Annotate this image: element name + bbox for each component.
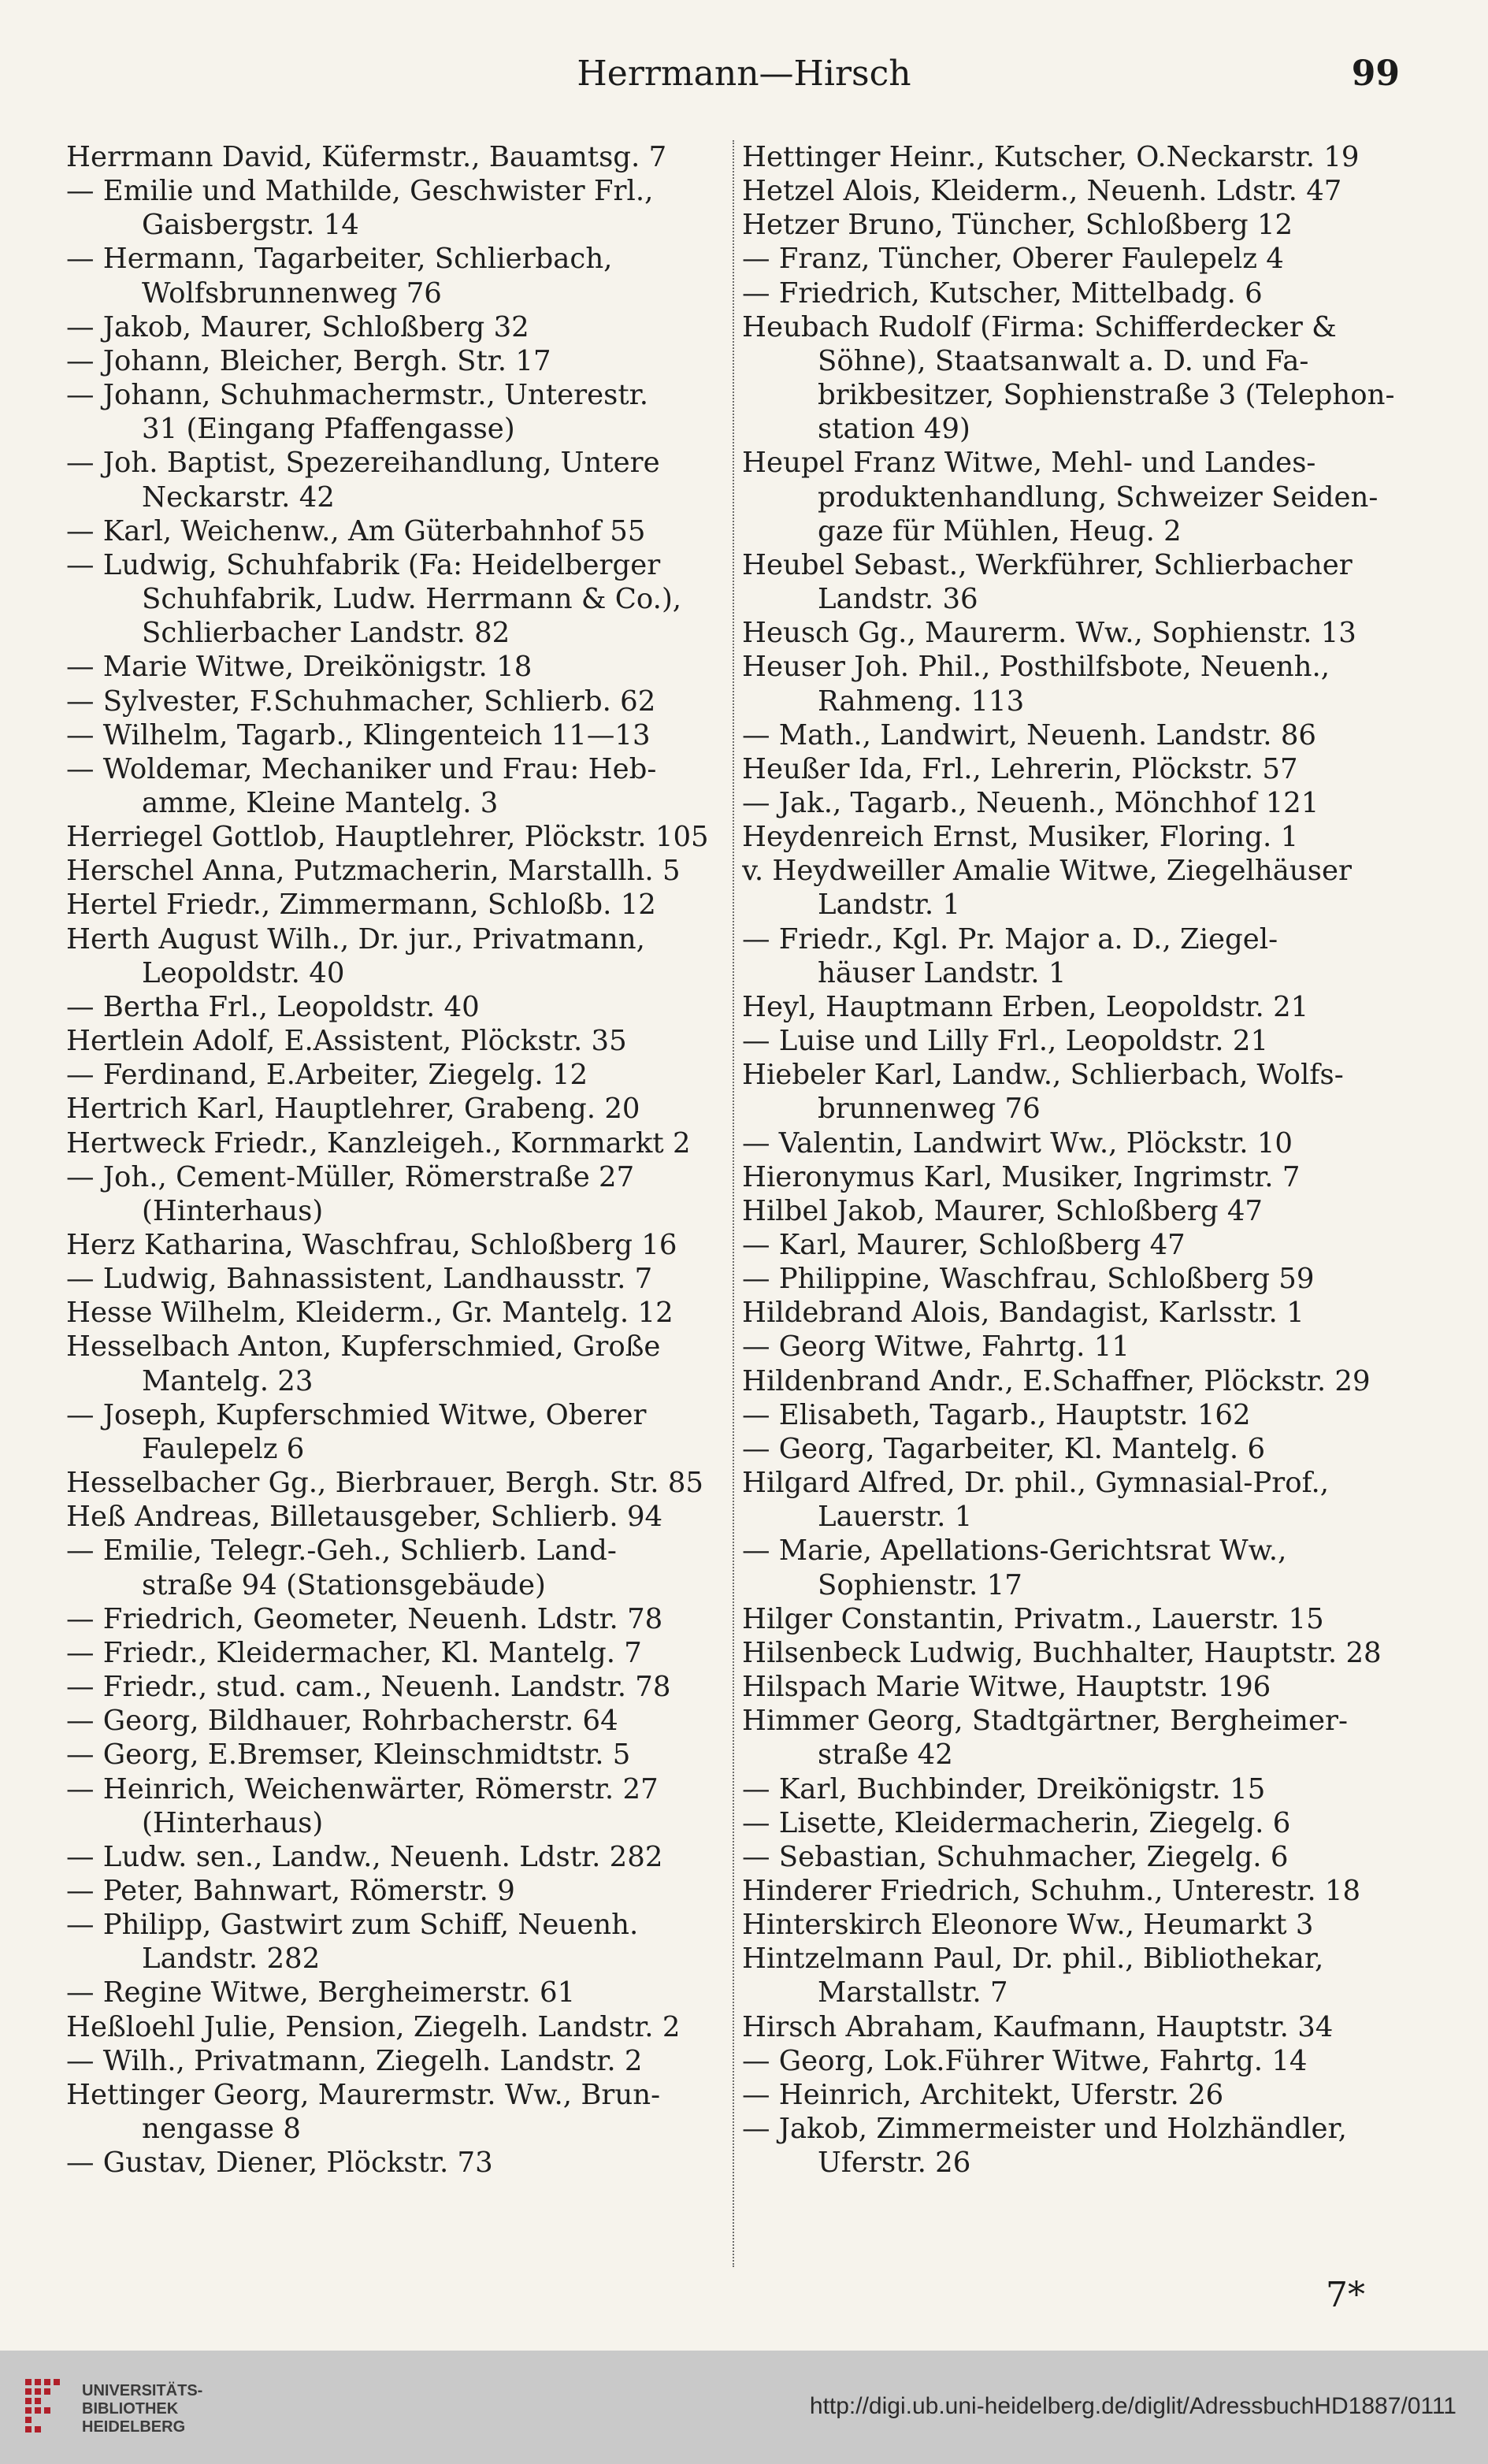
directory-line: Hildebrand Alois, Bandagist, Karlsstr. 1 [742,1297,1304,1330]
running-head: Herrmann—Hirsch [577,54,911,94]
directory-line: Hesse Wilhelm, Kleiderm., Gr. Mantelg. 12 [66,1297,673,1330]
directory-line: — Joh., Cement-Müller, Römerstraße 27 [66,1160,635,1193]
directory-line: — Luise und Lilly Frl., Leopoldstr. 21 [742,1025,1269,1058]
directory-line: — Bertha Frl., Leopoldstr. 40 [66,990,480,1023]
directory-line: Hintzelmann Paul, Dr. phil., Bibliothekar, [742,1943,1324,1976]
directory-line: Heß Andreas, Billetausgeber, Schlierb. 94 [66,1501,663,1534]
directory-line: Hinterskirch Eleonore Ww., Heumarkt 3 [742,1909,1314,1942]
directory-line: — Emilie und Mathilde, Geschwister Frl., [66,175,654,208]
directory-line: Hilsenbeck Ludwig, Buchhalter, Hauptstr. 28 [742,1636,1382,1669]
right-column [742,140,1405,2180]
directory-line: — Karl, Maurer, Schloßberg 47 [742,1229,1186,1261]
directory-line: Sophienstr. 17 [818,1568,1022,1601]
directory-line: brikbesitzer, Sophienstraße 3 (Telephon- [818,379,1395,412]
directory-line: Landstr. 36 [818,583,978,616]
directory-line: Heubel Sebast., Werkführer, Schlierbacher [742,548,1353,581]
directory-line: Rahmeng. 113 [818,685,1025,718]
directory-line: brunnenweg 76 [818,1093,1041,1126]
directory-line: — Heinrich, Architekt, Uferstr. 26 [742,2078,1224,2111]
directory-line: — Marie, Apellations-Gerichtsrat Ww., [742,1534,1287,1568]
directory-line: Hilgard Alfred, Dr. phil., Gymnasial-Prof., [742,1467,1330,1500]
directory-line: Uferstr. 26 [818,2147,971,2180]
directory-line: Heupel Franz Witwe, Mehl- und Landes- [742,447,1316,480]
column-divider [733,140,734,2267]
directory-line: — Georg, Tagarbeiter, Kl. Mantelg. 6 [742,1432,1266,1465]
left-column [66,140,729,2180]
directory-line: Hilspach Marie Witwe, Hauptstr. 196 [742,1671,1271,1704]
directory-line: Hettinger Heinr., Kutscher, O.Neckarstr. 19 [742,141,1360,173]
source-url-link[interactable]: http://digi.ub.uni-heidelberg.de/diglit/AdressbuchHD1887/0111 [809,2393,1456,2419]
directory-line: — Friedr., Kleidermacher, Kl. Mantelg. 7 [66,1636,642,1669]
directory-line: — Friedr., Kgl. Pr. Major a. D., Ziegel- [742,922,1278,956]
directory-line: — Marie Witwe, Dreikönigstr. 18 [66,651,532,684]
directory-line: Lauerstr. 1 [818,1501,973,1534]
directory-line: — Ludwig, Bahnassistent, Landhausstr. 7 [66,1263,653,1296]
directory-line: Hilbel Jakob, Maurer, Schloßberg 47 [742,1194,1263,1227]
library-name-line: UNIVERSITÄTS- [82,2382,203,2399]
directory-line: — Philippine, Waschfrau, Schloßberg 59 [742,1263,1315,1296]
directory-line: Himmer Georg, Stadtgärtner, Bergheimer- [742,1705,1348,1738]
directory-line: — Math., Landwirt, Neuenh. Landstr. 86 [742,718,1317,751]
directory-line: — Franz, Tüncher, Oberer Faulepelz 4 [742,243,1284,276]
directory-line: — Valentin, Landwirt Ww., Plöckstr. 10 [742,1126,1293,1160]
directory-line: — Joseph, Kupferschmied Witwe, Oberer [66,1398,647,1431]
directory-line: gaze für Mühlen, Heug. 2 [818,514,1182,547]
directory-line: — Wilhelm, Tagarb., Klingenteich 11—13 [66,718,651,751]
directory-line: — Woldemar, Mechaniker und Frau: Heb- [66,752,657,785]
directory-line: Mantelg. 23 [142,1364,314,1397]
directory-line: Wolfsbrunnenweg 76 [142,276,442,310]
directory-line: Hertrich Karl, Hauptlehrer, Grabeng. 20 [66,1093,640,1126]
directory-line: Herschel Anna, Putzmacherin, Marstallh. 5 [66,855,681,888]
directory-line: — Georg, Bildhauer, Rohrbacherstr. 64 [66,1705,618,1738]
directory-line: Herth August Wilh., Dr. jur., Privatmann, [66,922,645,956]
page-header [66,47,1422,102]
directory-line: (Hinterhaus) [142,1806,324,1839]
directory-line: — Jakob, Maurer, Schloßberg 32 [66,310,529,343]
library-name [82,2382,202,2436]
directory-line: 31 (Eingang Pfaffengasse) [142,413,515,446]
directory-line: Herrmann David, Küfermstr., Bauamtsg. 7 [66,141,667,173]
directory-line: — Karl, Buchbinder, Dreikönigstr. 15 [742,1772,1266,1805]
directory-line: Hetzel Alois, Kleiderm., Neuenh. Ldstr. 47 [742,175,1342,208]
footer-bar [0,2351,1488,2464]
directory-line: Heusch Gg., Maurerm. Ww., Sophienstr. 13 [742,617,1356,650]
directory-line: Hinderer Friedrich, Schuhm., Unterestr. 18 [742,1874,1361,1907]
directory-line: — Ludwig, Schuhfabrik (Fa: Heidelberger [66,548,661,581]
directory-line: station 49) [818,413,970,446]
directory-line: — Joh. Baptist, Spezereihandlung, Untere [66,447,660,480]
directory-line: Landstr. 282 [142,1943,321,1976]
directory-line: — Sebastian, Schuhmacher, Ziegelg. 6 [742,1840,1289,1873]
directory-line: Hildenbrand Andr., E.Schaffner, Plöckstr. 29 [742,1364,1371,1397]
directory-line: Gaisbergstr. 14 [142,209,359,242]
directory-line: häuser Landstr. 1 [818,956,1067,989]
directory-line: Heuser Joh. Phil., Posthilfsbote, Neuenh., [742,651,1330,684]
directory-line: — Karl, Weichenw., Am Güterbahnhof 55 [66,514,646,547]
directory-line: — Peter, Bahnwart, Römerstr. 9 [66,1874,515,1907]
directory-line: Hertlein Adolf, E.Assistent, Plöckstr. 35 [66,1025,627,1058]
directory-line: Hesselbach Anton, Kupferschmied, Große [66,1330,661,1364]
directory-line: Leopoldstr. 40 [142,956,345,989]
directory-line: Herriegel Gottlob, Hauptlehrer, Plöckstr. 105 [66,821,709,854]
directory-line: Herz Katharina, Waschfrau, Schloßberg 16 [66,1229,677,1261]
directory-line: — Wilh., Privatmann, Ziegelh. Landstr. 2 [66,2044,643,2077]
directory-line: — Georg Witwe, Fahrtg. 11 [742,1330,1130,1364]
directory-line: Hilger Constantin, Privatm., Lauerstr. 15 [742,1602,1324,1635]
directory-line: amme, Kleine Mantelg. 3 [142,786,499,819]
directory-line: Hettinger Georg, Maurermstr. Ww., Brun- [66,2078,661,2111]
directory-line: — Friedrich, Kutscher, Mittelbadg. 6 [742,276,1263,310]
directory-line: v. Heydweiller Amalie Witwe, Ziegelhäuser [742,855,1352,888]
directory-line: — Elisabeth, Tagarb., Hauptstr. 162 [742,1398,1251,1431]
directory-line: — Friedr., stud. cam., Neuenh. Landstr. 78 [66,1671,671,1704]
directory-line: — Jak., Tagarb., Neuenh., Mönchhof 121 [742,786,1319,819]
directory-line: — Regine Witwe, Bergheimerstr. 61 [66,1976,576,2009]
directory-line: Marstallstr. 7 [818,1976,1008,2009]
directory-line: Heußer Ida, Frl., Lehrerin, Plöckstr. 57 [742,752,1298,785]
directory-line: Heubach Rudolf (Firma: Schifferdecker & [742,310,1337,343]
directory-line: Hetzer Bruno, Tüncher, Schloßberg 12 [742,209,1293,242]
directory-line: Hiebeler Karl, Landw., Schlierbach, Wolfs- [742,1059,1344,1092]
directory-line: — Friedrich, Geometer, Neuenh. Ldstr. 78 [66,1602,663,1635]
directory-line: straße 42 [818,1739,953,1772]
directory-line: (Hinterhaus) [142,1194,324,1227]
directory-line: Söhne), Staatsanwalt a. D. und Fa- [818,344,1309,377]
library-name-line: HEIDELBERG [82,2418,186,2436]
directory-line: — Gustav, Diener, Plöckstr. 73 [66,2147,493,2180]
directory-line: nengasse 8 [142,2113,301,2146]
directory-line: — Ferdinand, E.Arbeiter, Ziegelg. 12 [66,1059,588,1092]
directory-line: straße 94 (Stationsgebäude) [142,1568,546,1601]
directory-line: produktenhandlung, Schweizer Seiden- [818,481,1379,514]
directory-line: Hirsch Abraham, Kaufmann, Hauptstr. 34 [742,2010,1334,2043]
directory-line: — Heinrich, Weichenwärter, Römerstr. 27 [66,1772,659,1805]
directory-line: — Georg, E.Bremser, Kleinschmidtstr. 5 [66,1739,631,1772]
directory-line: — Hermann, Tagarbeiter, Schlierbach, [66,243,613,276]
directory-line: Neckarstr. 42 [142,481,335,514]
directory-line: — Johann, Schuhmachermstr., Unterestr. [66,379,648,412]
directory-line: — Ludw. sen., Landw., Neuenh. Ldstr. 282 [66,1840,663,1873]
directory-line: Heydenreich Ernst, Musiker, Floring. 1 [742,821,1299,854]
directory-line: Hertel Friedr., Zimmermann, Schloßb. 12 [66,889,656,922]
directory-line: — Georg, Lok.Führer Witwe, Fahrtg. 14 [742,2044,1308,2077]
directory-line: — Sylvester, F.Schuhmacher, Schlierb. 62 [66,685,656,718]
directory-line: Hieronymus Karl, Musiker, Ingrimstr. 7 [742,1160,1301,1193]
university-library-logo-icon [22,2377,69,2437]
directory-line: Schuhfabrik, Ludw. Herrmann & Co.), [142,583,682,616]
directory-line: Hesselbacher Gg., Bierbrauer, Bergh. Str. 85 [66,1467,704,1500]
directory-line: — Johann, Bleicher, Bergh. Str. 17 [66,344,551,377]
directory-line: — Jakob, Zimmermeister und Holzhändler, [742,2113,1347,2146]
directory-line: — Emilie, Telegr.-Geh., Schlierb. Land- [66,1534,617,1568]
directory-line: — Lisette, Kleidermacherin, Ziegelg. 6 [742,1806,1291,1839]
directory-line: — Philipp, Gastwirt zum Schiff, Neuenh. [66,1909,639,1942]
page-number: 99 [1351,54,1400,94]
directory-line: Landstr. 1 [818,889,961,922]
signature-mark: 7* [1326,2275,1365,2315]
directory-line: Schlierbacher Landstr. 82 [142,617,510,650]
directory-line: Hertweck Friedr., Kanzleigeh., Kornmarkt 2 [66,1126,691,1160]
directory-line: Faulepelz 6 [142,1432,305,1465]
directory-line: Heyl, Hauptmann Erben, Leopoldstr. 21 [742,990,1309,1023]
directory-line: Heßloehl Julie, Pension, Ziegelh. Landstr. 2 [66,2010,681,2043]
library-name-line: BIBLIOTHEK [82,2400,179,2418]
